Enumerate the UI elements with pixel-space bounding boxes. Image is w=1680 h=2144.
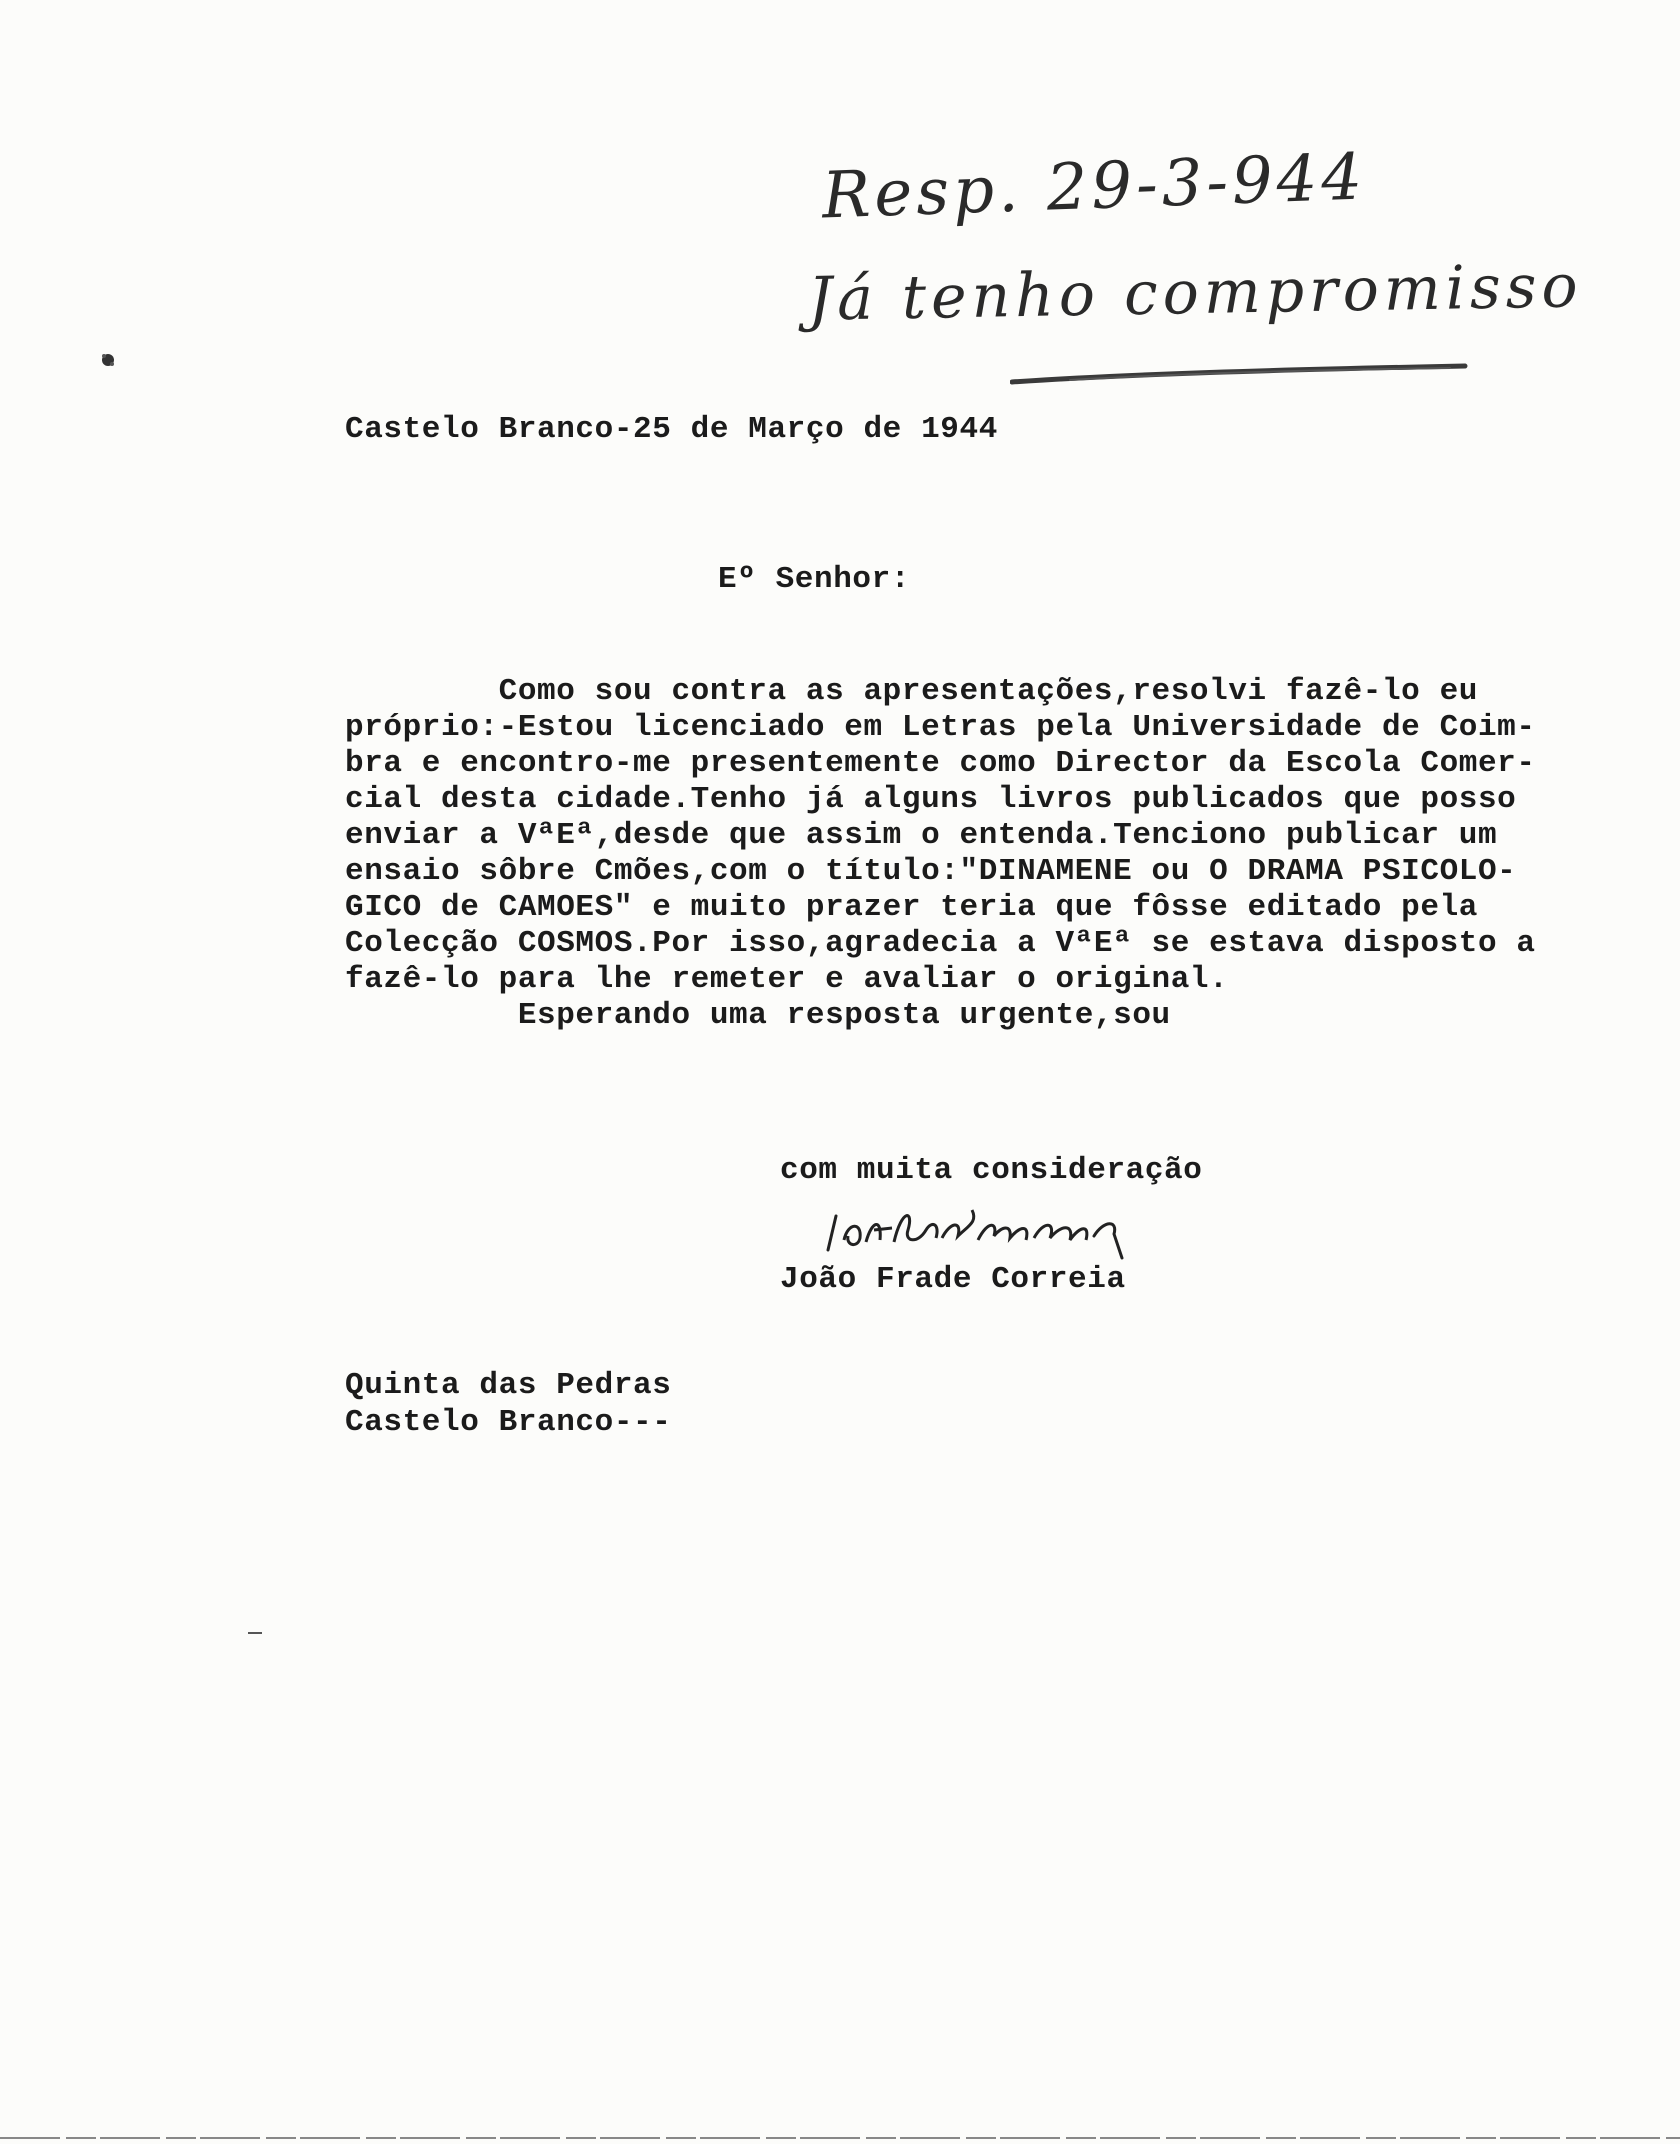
scan-bottom-edge <box>0 2134 1680 2144</box>
letter-date-line: Castelo Branco-25 de Março de 1944 <box>345 412 998 447</box>
letter-body-line: cial desta cidade.Tenho já alguns livros publicados que posso <box>345 782 1517 817</box>
signer-name: João Frade Correia <box>780 1262 1126 1297</box>
handwritten-signature <box>822 1200 1142 1260</box>
letter-body-line: ensaio sôbre Cmões,com o título:"DINAMENE ou O DRAMA PSICOLO- <box>345 854 1517 889</box>
letter-body-line: próprio:-Estou licenciado em Letras pela Universidade de Coim- <box>345 710 1536 745</box>
sender-address-line: Castelo Branco--- <box>345 1405 672 1440</box>
handwritten-annotation-line-2: Já tenho compromisso <box>807 251 1584 335</box>
sender-address-line: Quinta das Pedras <box>345 1368 672 1403</box>
letter-body-line: bra e encontro-me presentemente como Director da Escola Comer- <box>345 746 1536 781</box>
letter-salutation: Eº Senhor: <box>718 562 911 597</box>
scan-speck <box>98 350 118 370</box>
letter-body-line: Esperando uma resposta urgente,sou <box>345 998 1171 1033</box>
handwritten-annotation-line-1: Resp. 29-3-944 <box>820 140 1368 234</box>
letter-body-line: GICO de CAMOES" e muito prazer teria que fôsse editado pela <box>345 890 1478 925</box>
letter-body-line: enviar a VªEª,desde que assim o entenda.Tenciono publicar um <box>345 818 1498 853</box>
letter-closing: com muita consideração <box>780 1153 1203 1188</box>
letter-body-line: fazê-lo para lhe remeter e avaliar o original. <box>345 962 1229 997</box>
letter-body-line: Como sou contra as apresentações,resolvi fazê-lo eu <box>345 674 1478 709</box>
letter-body-line: Colecção COSMOS.Por isso,agradecia a VªEª se estava disposto a <box>345 926 1536 961</box>
scan-speck <box>248 1630 264 1636</box>
handwritten-underline <box>1010 360 1470 390</box>
